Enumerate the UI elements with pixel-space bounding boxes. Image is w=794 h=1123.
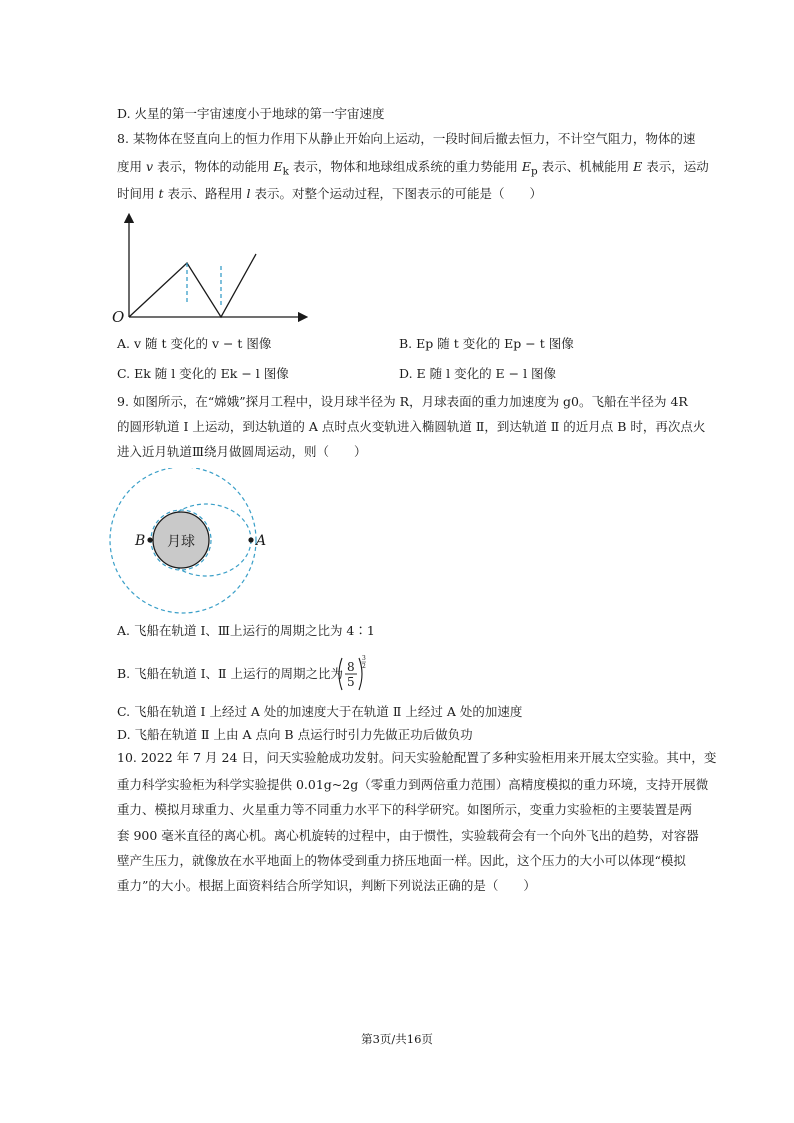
fraction-denominator: 5 [347, 675, 355, 689]
point-b-label: B [135, 533, 146, 549]
q10-line-3: 重力、模拟月球重力、火星重力等不同重力水平下的科学研究。如图所示，变重力实验柜的主要装置是两 [117, 802, 693, 817]
page-footer: 第3页/共16页 [361, 1032, 433, 1046]
q10-line-6: 重力”的大小。根据上面资料结合所学知识，判断下列说法正确的是（ ） [117, 878, 536, 893]
q9-option-d: D. 飞船在轨道 Ⅱ 上由 A 点向 B 点运行时引力先做正功后做负功 [117, 727, 473, 742]
graph-curve [129, 254, 256, 317]
fraction-numerator: 8 [347, 660, 355, 674]
moon-label: 月球 [167, 534, 195, 550]
q10-line-2: 重力科学实验柜为科学实验提供 0.01g~2g（零重力到两倍重力范围）高精度模拟的重力环境，支持开展微 [117, 777, 709, 792]
point-b-dot [147, 537, 152, 542]
q9-line-3: 进入近月轨道Ⅲ绕月做圆周运动，则（ ） [117, 444, 367, 459]
exponent-numerator: 3 [362, 655, 366, 662]
q10-line-5: 壁产生压力，就像放在水平地面上的物体受到重力挤压地面一样。因此，这个压力的大小可以体现“模拟 [117, 853, 686, 868]
q8-option-d: D. E 随 l 变化的 E − l 图像 [399, 366, 557, 381]
q8-line-3: 时间用 t 表示、路程用 l 表示。对整个运动过程，下图表示的可能是（ ） [117, 186, 542, 201]
q10-line-1: 10. 2022 年 7 月 24 日，问天实验舱成功发射。问天实验舱配置了多种实验柜用来开展太空实验。其中，变 [117, 750, 717, 765]
q9-line-2: 的圆形轨道 Ⅰ 上运动，到达轨道的 A 点时点火变轨进入椭圆轨道 Ⅱ，到达轨道 Ⅱ 的近月点 B 时，再次点火 [117, 419, 706, 434]
exponent-denominator: 2 [362, 663, 366, 670]
point-a-label: A [256, 533, 267, 549]
q8-line-2: 度用 v 表示，物体的动能用 $E_k$ 表示，物体和地球组成系统的重力势能用 $E_p$ 表示、机械能用 E 表示，运动 [117, 159, 709, 178]
q8-option-c: C. Ek 随 l 变化的 Ek − l 图像 [117, 366, 289, 381]
prev-option-d: D. 火星的第一宇宙速度小于地球的第一宇宙速度 [117, 106, 385, 121]
q9-orbit-diagram [108, 468, 273, 616]
q8-graph [108, 208, 313, 326]
q9-option-b-text: B. 飞船在轨道 Ⅰ、Ⅱ 上运行的周期之比为 [117, 666, 344, 681]
q9-option-b-formula [337, 654, 367, 694]
q9-line-1: 9. 如图所示，在“嫦娥”探月工程中，设月球半径为 R，月球表面的重力加速度为 g0。飞船在半径为 4R [117, 394, 688, 409]
graph-origin-label: O [112, 308, 125, 326]
q9-option-a: A. 飞船在轨道 Ⅰ、Ⅲ上运行的周期之比为 4∶1 [117, 623, 375, 638]
q10-line-4: 套 900 毫米直径的离心机。离心机旋转的过程中，由于惯性，实验载荷会有一个向外飞出的趋势，对容器 [117, 828, 699, 843]
q8-option-a: A. v 随 t 变化的 v − t 图像 [117, 336, 272, 351]
q8-option-b: B. Ep 随 t 变化的 Ep − t 图像 [399, 336, 574, 351]
point-a-dot [248, 537, 253, 542]
q8-line-1: 8. 某物体在竖直向上的恒力作用下从静止开始向上运动，一段时间后撤去恒力，不计空气阻力，物体的速 [117, 131, 696, 146]
q9-option-c: C. 飞船在轨道 Ⅰ 上经过 A 处的加速度大于在轨道 Ⅱ 上经过 A 处的加速度 [117, 704, 523, 719]
